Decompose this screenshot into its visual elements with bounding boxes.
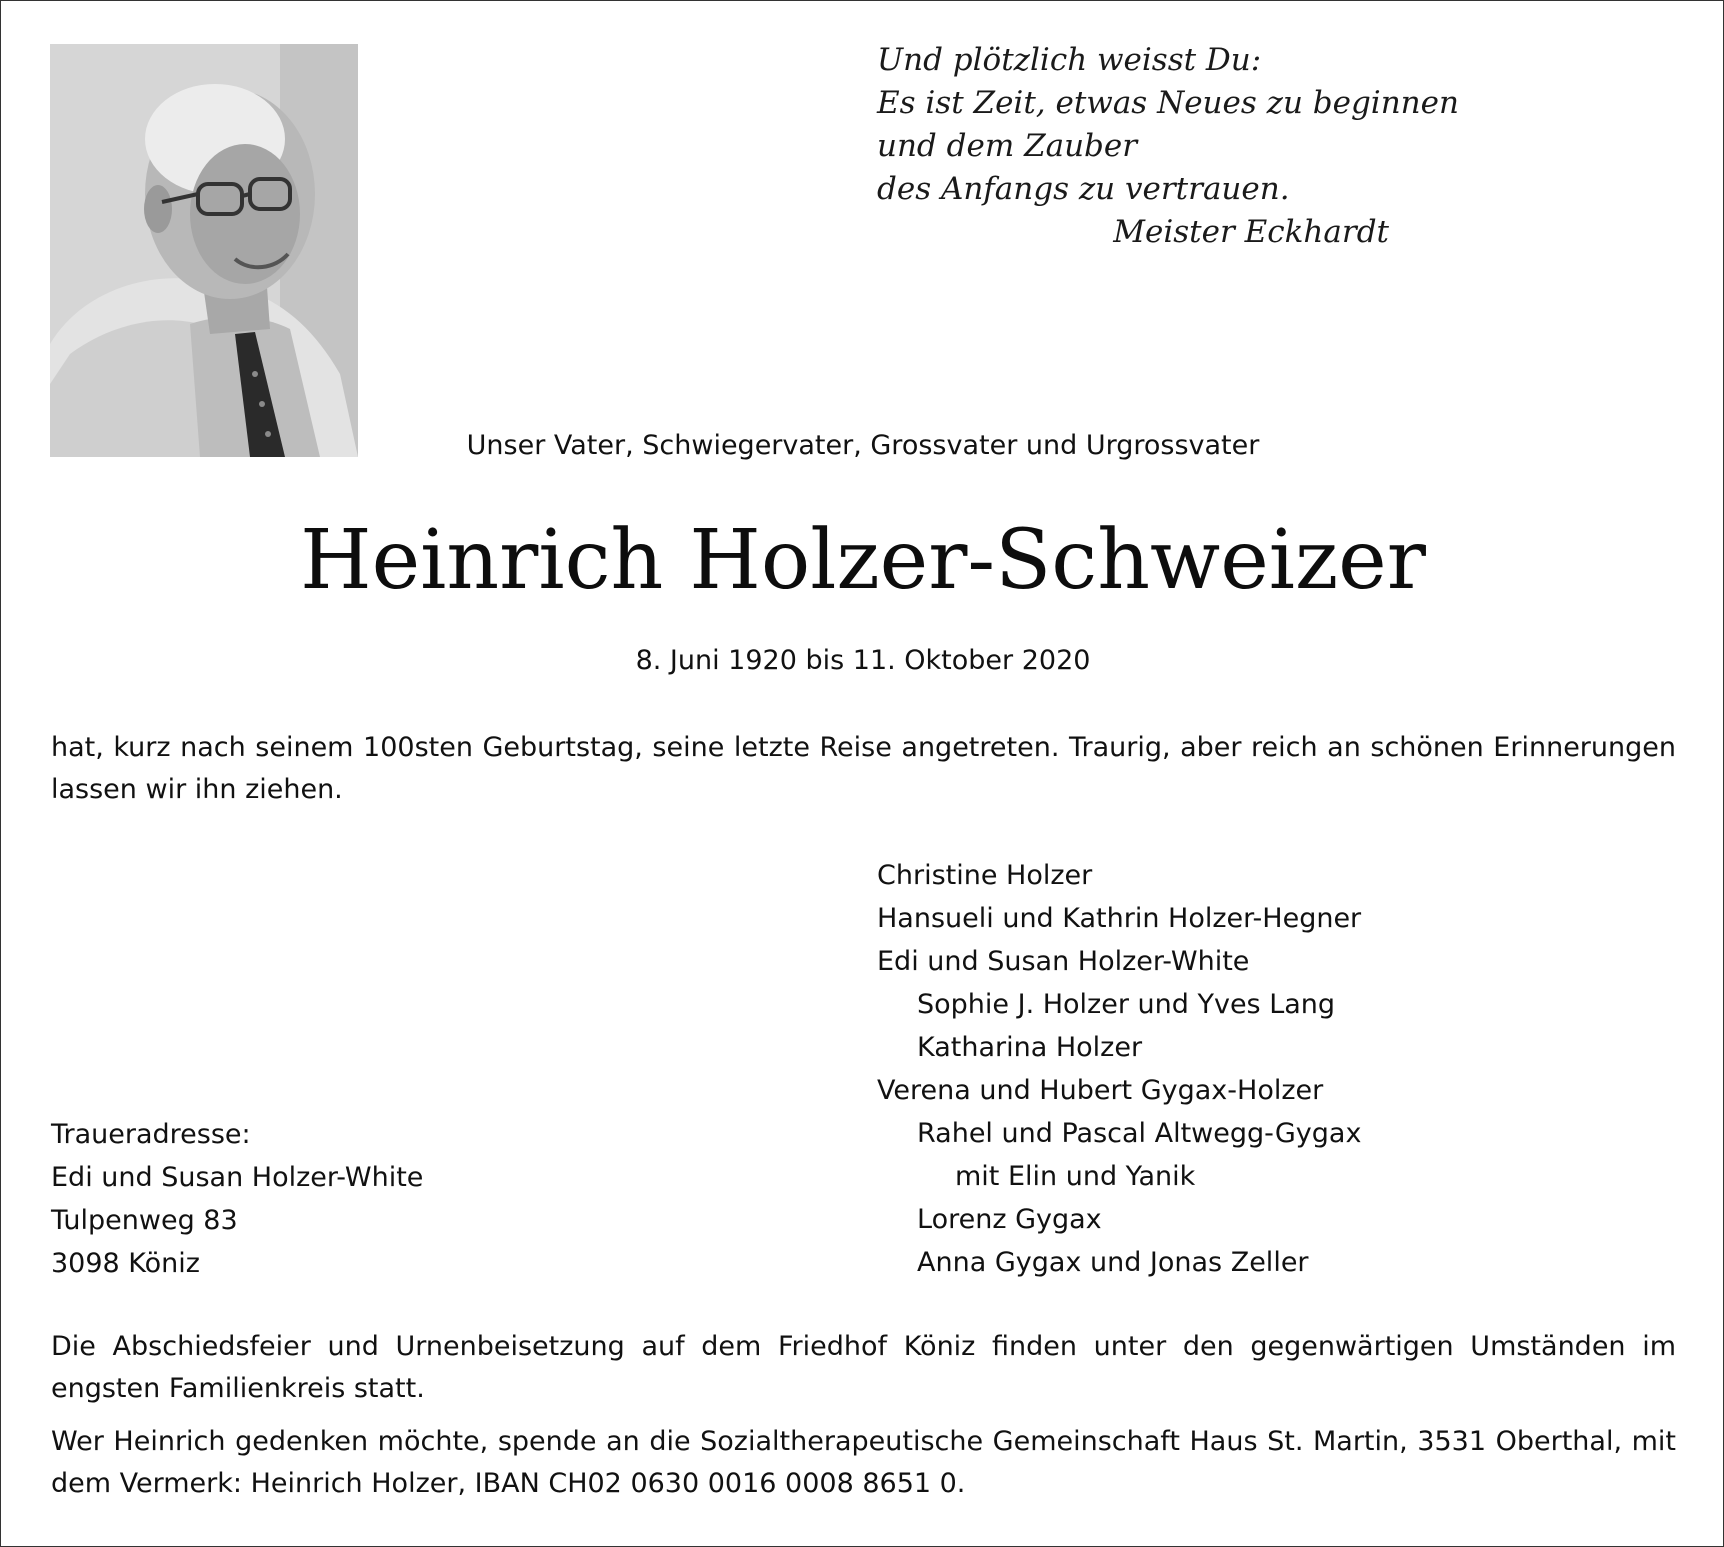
family-member: mit Elin und Yanik [955,1161,1196,1192]
family-member: Sophie J. Holzer und Yves Lang [917,989,1336,1020]
family-member: Anna Gygax und Jonas Zeller [917,1247,1309,1278]
address-street: Tulpenweg 83 [51,1205,238,1236]
quote-line: des Anfangs zu vertrauen. [877,171,1290,207]
portrait-photo [50,44,358,457]
ceremony-paragraph: Die Abschiedsfeier und Urnenbeisetzung auf dem Friedhof Köniz finden unter den gegenwärtigen Umständen im engsten Familienkreis statt. [51,1331,1676,1404]
family-member: Hansueli und Kathrin Holzer-Hegner [877,903,1362,934]
quote-line: Und plötzlich weisst Du: [877,42,1262,78]
family-member: Katharina Holzer [917,1032,1143,1063]
family-list [877,854,1577,1284]
address-city: 3098 Köniz [51,1248,200,1279]
quote [877,39,1459,254]
family-member: Rahel und Pascal Altwegg-Gygax [917,1118,1362,1149]
life-dates: 8. Juni 1920 bis 11. Oktober 2020 [635,645,1091,676]
family-member: Christine Holzer [877,860,1093,891]
portrait-image [50,44,358,457]
quote-line: Es ist Zeit, etwas Neues zu beginnen [877,85,1459,121]
family-member: Edi und Susan Holzer-White [877,946,1250,977]
intro-line: Unser Vater, Schwiegervater, Grossvater und Urgrossvater [466,430,1260,461]
family-member: Verena und Hubert Gygax-Holzer [877,1075,1324,1106]
address-names: Edi und Susan Holzer-White [51,1162,424,1193]
deceased-name: Heinrich Holzer-Schweizer [300,513,1426,608]
mourning-address [51,1113,651,1285]
family-member: Lorenz Gygax [917,1204,1102,1235]
address-label: Traueradresse: [51,1119,251,1150]
quote-line: und dem Zauber [877,128,1138,164]
message-paragraph: hat, kurz nach seinem 100sten Geburtstag, seine letzte Reise angetreten. Traurig, aber reich an schönen Erinnerungen lassen wir ihn ziehen. [51,732,1676,805]
quote-author: Meister Eckhardt [1113,214,1389,250]
donation-paragraph: Wer Heinrich gedenken möchte, spende an die Sozialtherapeutische Gemeinschaft Haus St. Martin, 3531 Oberthal, mit dem Vermerk: Heinrich Holzer, IBAN CH02 0630 0016 0008 8651 0. [51,1426,1676,1499]
